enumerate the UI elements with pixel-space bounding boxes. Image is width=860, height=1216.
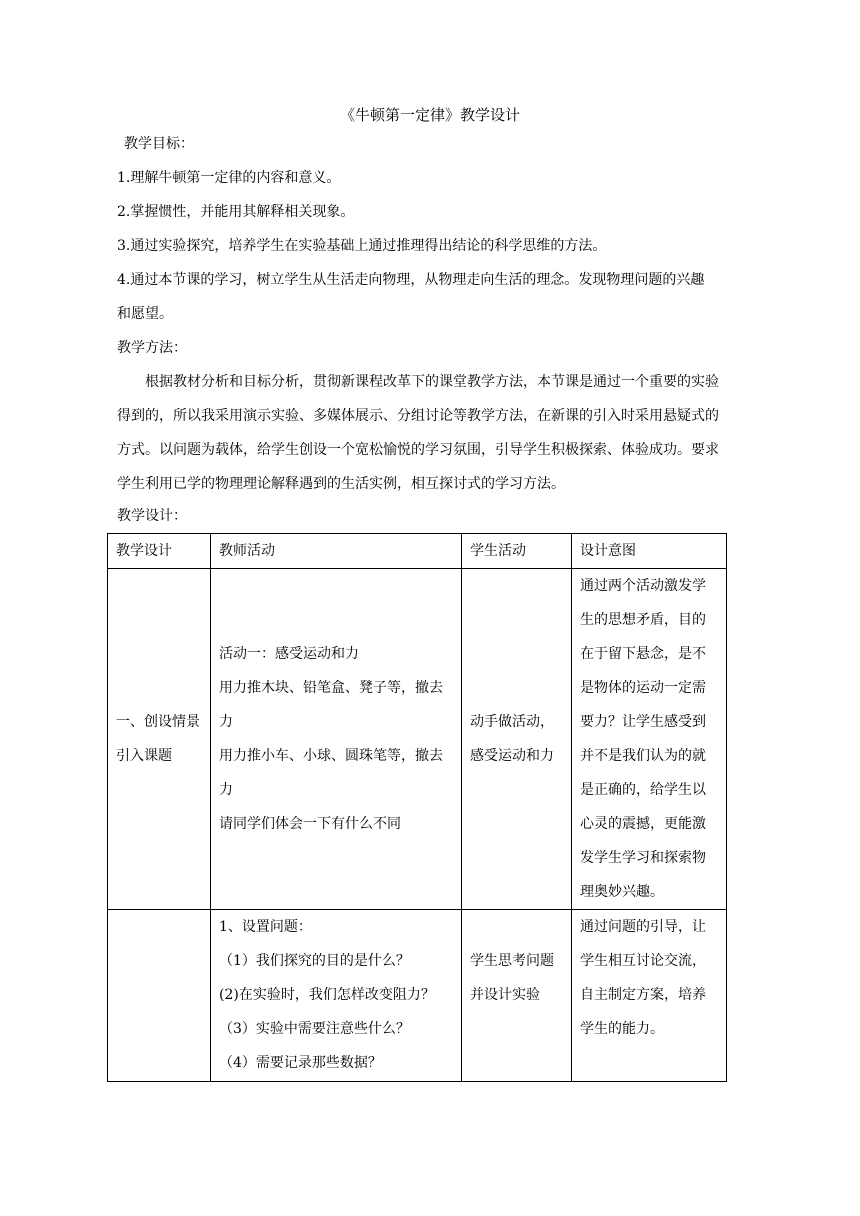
methods-paragraph: 根据教材分析和目标分析，贯彻新课程改革下的课堂教学方法，本节课是通过一个重要的实验得到的，所以我采用演示实验、多媒体展示、分组讨论等教学方法，在新课的引入时采用悬疑式的方式。以问题为载体，给学生创设一个宽松愉悦的学习氛围，引导学生积极探索、体验成功。要求学生利用已学的物理理论解释遇到的生活实例，相互探讨式的学习方法。 — [117, 374, 719, 492]
table-row — [108, 569, 727, 910]
teacher-line: 1、设置问题： — [219, 919, 312, 935]
stage-line: 一、创设情景 — [116, 714, 200, 730]
teacher-line: 用力推小车、小球、圆珠笔等，撤去 — [219, 748, 443, 764]
intent-line: 生的思想矛盾，目的 — [580, 612, 706, 628]
table-header-row — [108, 534, 727, 569]
stage-cell — [108, 569, 211, 910]
objective-item: 4.通过本节课的学习，树立学生从生活走向物理，从物理走向生活的理念。发现物理问题的兴趣 — [117, 272, 705, 288]
teacher-line: 请同学们体会一下有什么不同 — [219, 816, 401, 832]
teacher-line: (2)在实验时，我们怎样改变阻力？ — [219, 987, 435, 1003]
intent-line: 并不是我们认为的就 — [580, 748, 706, 764]
teacher-line: 力 — [219, 782, 233, 798]
intent-line: 通过问题的引导，让 — [580, 919, 706, 935]
objective-item: 1.理解牛顿第一定律的内容和意义。 — [117, 170, 341, 186]
teacher-line: （4）需要记录那些数据？ — [219, 1055, 382, 1071]
table-header-cell: 设计意图 — [572, 534, 727, 569]
student-line: 动手做活动， — [470, 714, 554, 730]
stage-cell — [108, 910, 211, 1082]
student-line: 学生思考问题 — [470, 953, 554, 969]
student-activity-cell — [462, 569, 572, 910]
teaching-design-table — [107, 533, 727, 1082]
intent-line: 在于留下悬念，是不 — [580, 646, 706, 662]
intent-line: 要力？让学生感受到 — [580, 714, 706, 730]
intent-line: 心灵的震撼，更能激 — [580, 816, 706, 832]
intent-line: 学生相互讨论交流， — [580, 953, 706, 969]
intent-line: 通过两个活动激发学 — [580, 578, 706, 594]
design-intent-cell — [572, 569, 727, 910]
methods-heading: 教学方法： — [117, 340, 187, 356]
table-row — [108, 910, 727, 1082]
intent-line: 学生的能力。 — [580, 1021, 664, 1037]
teacher-line: （1）我们探究的目的是什么？ — [219, 953, 410, 969]
teacher-activity-cell — [211, 569, 462, 910]
student-activity-cell — [462, 910, 572, 1082]
objective-item: 3.通过实验探究，培养学生在实验基础上通过推理得出结论的科学思维的方法。 — [117, 238, 607, 254]
teacher-line: （3）实验中需要注意些什么？ — [219, 1021, 410, 1037]
student-line: 并设计实验 — [470, 987, 540, 1003]
teacher-line: 活动一：感受运动和力 — [219, 646, 359, 662]
intent-line: 发学生学习和探索物 — [580, 850, 706, 866]
intent-line: 自主制定方案，培养 — [580, 987, 706, 1003]
objective-item: 和愿望。 — [117, 306, 173, 322]
teacher-line: 力 — [219, 714, 233, 730]
student-line: 感受运动和力 — [470, 748, 554, 764]
teacher-line: 用力推木块、铅笔盒、凳子等，撤去 — [219, 680, 443, 696]
table-header-cell: 教学设计 — [108, 534, 211, 569]
document-title: 《牛顿第一定律》教学设计 — [339, 106, 520, 124]
intent-line: 是物体的运动一定需 — [580, 680, 706, 696]
objectives-heading: 教学目标： — [124, 136, 194, 152]
intent-line: 是正确的，给学生以 — [580, 782, 706, 798]
objective-item: 2.掌握惯性，并能用其解释相关现象。 — [117, 204, 355, 220]
table-header-cell: 教师活动 — [211, 534, 462, 569]
stage-line: 引入课题 — [116, 748, 172, 764]
design-intent-cell — [572, 910, 727, 1082]
design-heading: 教学设计： — [117, 508, 187, 524]
intent-line: 理奥妙兴趣。 — [580, 884, 664, 900]
teacher-activity-cell — [211, 910, 462, 1082]
table-header-cell: 学生活动 — [462, 534, 572, 569]
